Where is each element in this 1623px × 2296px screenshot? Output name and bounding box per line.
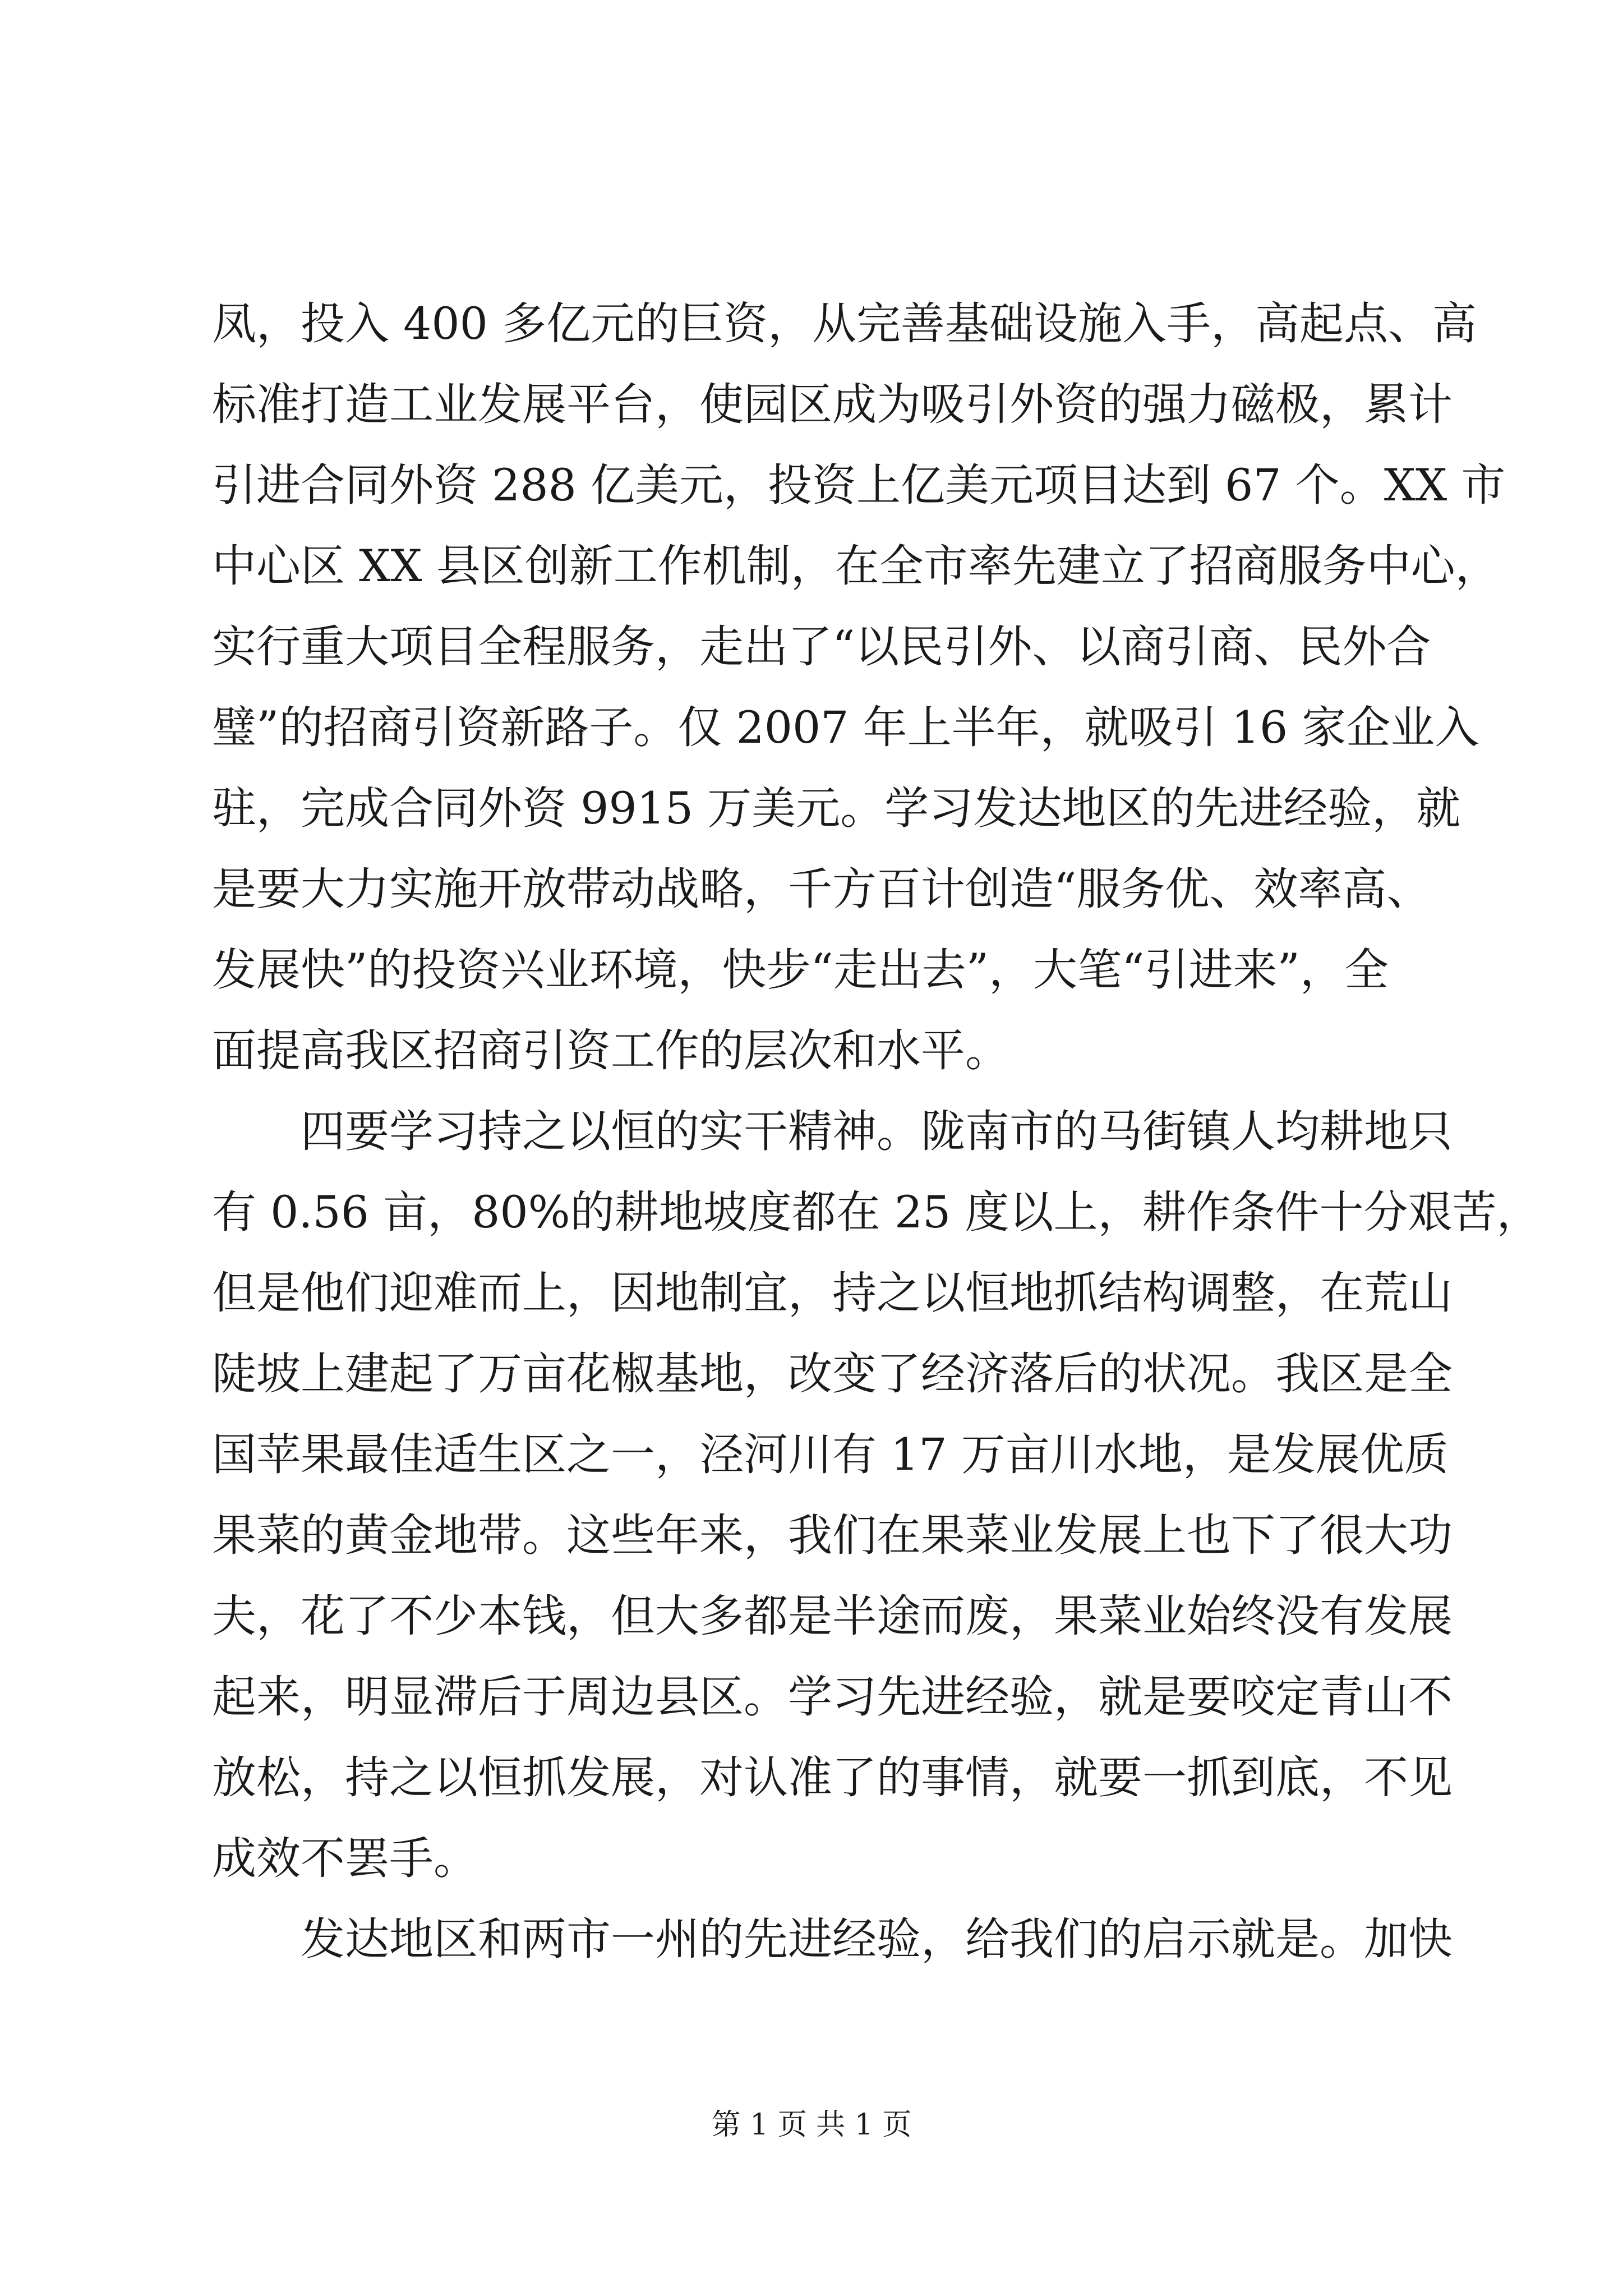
body-text xyxy=(212,283,1541,1980)
text-line: 起来，明显滞后于周边县区。学习先进经验，就是要咬定青山不 xyxy=(212,1671,1453,1723)
text-line: 发展快”的投资兴业环境，快步“走出去”，大笔“引进来”，全 xyxy=(212,944,1389,996)
text-line: 引进合同外资 288 亿美元，投资上亿美元项目达到 67 个。XX 市 xyxy=(212,459,1506,511)
text-line: 成效不罢手。 xyxy=(212,1833,478,1884)
text-line: 国苹果最佳适生区之一，泾河川有 17 万亩川水地，是发展优质 xyxy=(212,1429,1449,1480)
paragraph-start-line: 发达地区和两市一州的先进经验，给我们的启示就是。加快 xyxy=(301,1913,1453,1965)
text-line: 标准打造工业发展平台，使园区成为吸引外资的强力磁极，累计 xyxy=(212,379,1453,430)
text-line: 璧”的招商引资新路子。仅 2007 年上半年，就吸引 16 家企业入 xyxy=(212,702,1479,753)
page-footer xyxy=(0,2101,1623,2143)
text-line: 驻，完成合同外资 9915 万美元。学习发达地区的先进经验，就 xyxy=(212,783,1461,834)
text-line: 放松，持之以恒抓发展，对认准了的事情，就要一抓到底，不见 xyxy=(212,1752,1453,1803)
text-line: 面提高我区招商引资工作的层次和水平。 xyxy=(212,1025,1009,1076)
text-line: 陡坡上建起了万亩花椒基地，改变了经济落后的状况。我区是全 xyxy=(212,1348,1453,1400)
text-line: 果菜的黄金地带。这些年来，我们在果菜业发展上也下了很大功 xyxy=(212,1510,1453,1561)
text-line: 夫，花了不少本钱，但大多都是半途而废，果菜业始终没有发展 xyxy=(212,1590,1453,1642)
text-line: 凤，投入 400 多亿元的巨资，从完善基础设施入手，高起点、高 xyxy=(212,298,1477,349)
paragraph-start-line: 四要学习持之以恒的实干精神。陇南市的马街镇人均耕地只 xyxy=(301,1106,1453,1157)
text-line: 实行重大项目全程服务，走出了“以民引外、以商引商、民外合 xyxy=(212,621,1431,673)
page-number-label: 第 1 页 共 1 页 xyxy=(711,2108,912,2142)
text-line: 但是他们迎难而上，因地制宜，持之以恒地抓结构调整，在荒山 xyxy=(212,1267,1453,1319)
text-line: 有 0.56 亩，80%的耕地坡度都在 25 度以上，耕作条件十分艰苦， xyxy=(212,1186,1541,1238)
text-line: 中心区 XX 县区创新工作机制，在全市率先建立了招商服务中心， xyxy=(212,540,1500,592)
text-line: 是要大力实施开放带动战略，千方百计创造“服务优、效率高、 xyxy=(212,863,1431,915)
